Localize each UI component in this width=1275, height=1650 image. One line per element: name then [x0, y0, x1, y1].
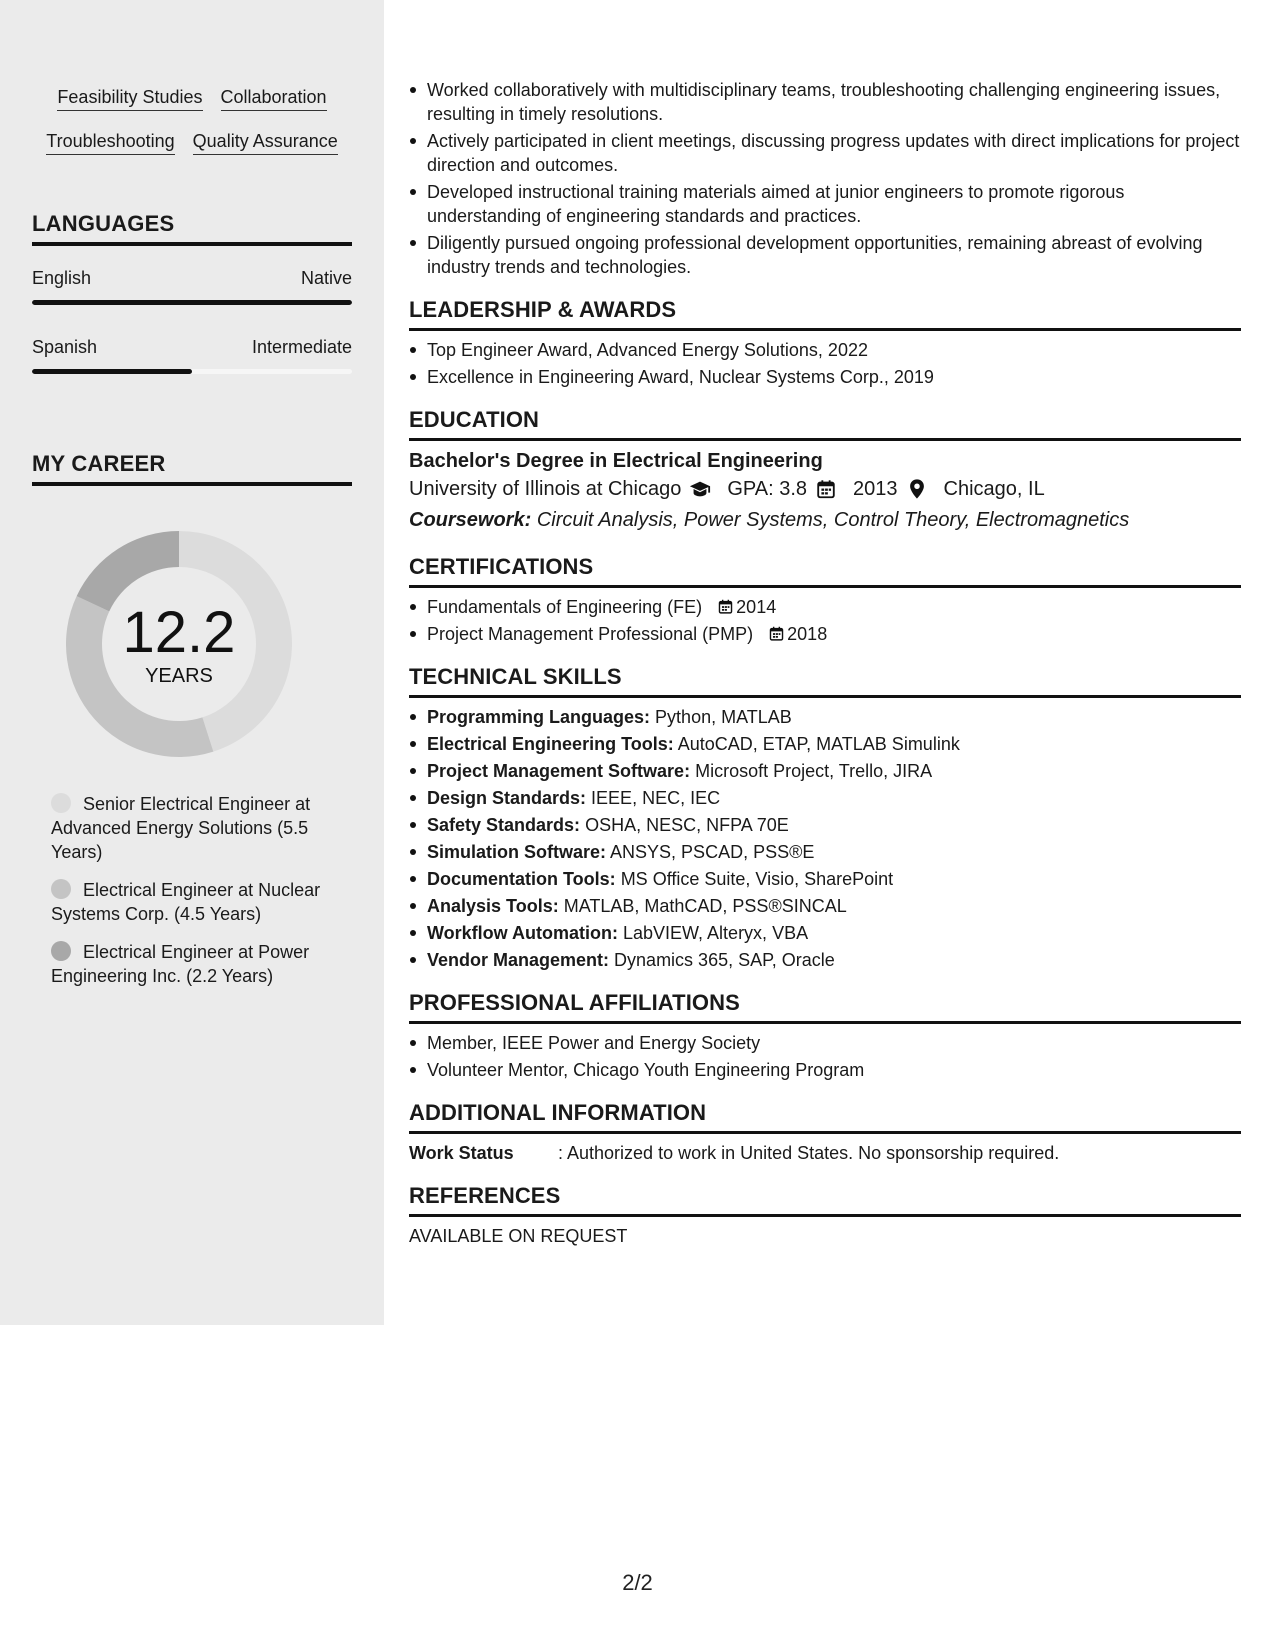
skill-tags — [32, 86, 352, 174]
work-status-label: Work Status — [409, 1143, 514, 1163]
skill-value: Python, MATLAB — [655, 707, 792, 727]
skill-label: Design Standards: — [427, 788, 587, 808]
career-legend-item — [51, 940, 331, 988]
skill-label: Simulation Software: — [427, 842, 607, 862]
experience-bullet: Diligently pursued ongoing professional development opportunities, remaining abreast of evolving industry trends and technologies. — [409, 231, 1241, 279]
certifications-list — [409, 595, 1241, 646]
career-legend-text: Senior Electrical Engineer at Advanced Energy Solutions (5.5 Years) — [51, 794, 311, 862]
certification-year: 2014 — [736, 597, 777, 617]
skill-tag: Collaboration — [221, 86, 327, 111]
certification-item — [409, 622, 1241, 646]
technical-skills-list — [409, 705, 1241, 972]
language-level-fill — [32, 369, 192, 374]
affiliations-list — [409, 1031, 1241, 1082]
coursework-list: Circuit Analysis, Power Systems, Control Theory, Electromagnetics — [536, 509, 1130, 531]
additional-info-heading: ADDITIONAL INFORMATION — [409, 1100, 1241, 1134]
sidebar — [0, 0, 384, 1325]
coursework-label: Coursework: — [409, 509, 532, 531]
language-level-bar — [32, 300, 352, 305]
skill-item — [409, 894, 1241, 918]
experience-bullets — [409, 78, 1241, 279]
language-row — [32, 337, 352, 358]
language-level: Native — [300, 268, 352, 288]
calendar-icon — [717, 598, 734, 615]
skill-item — [409, 921, 1241, 945]
language-level-fill — [32, 300, 352, 305]
skill-item — [409, 705, 1241, 729]
affiliation-item: Member, IEEE Power and Energy Society — [409, 1031, 1241, 1055]
skill-item — [409, 840, 1241, 864]
career-legend-text: Electrical Engineer at Nuclear Systems Corp. (4.5 Years) — [51, 880, 321, 924]
main-content — [409, 78, 1241, 1248]
work-status-row — [409, 1141, 1241, 1165]
skill-value: IEEE, NEC, IEC — [591, 788, 721, 808]
certifications-heading: CERTIFICATIONS — [409, 554, 1241, 588]
language-name: English — [32, 268, 92, 288]
skill-label: Project Management Software: — [427, 761, 691, 781]
calendar-icon — [815, 478, 837, 500]
legend-dot — [51, 879, 71, 899]
experience-bullet: Worked collaboratively with multidisciplinary teams, troubleshooting challenging engineering issues, resulting in timely resolutions. — [409, 78, 1241, 126]
certification-name: Project Management Professional (PMP) — [427, 624, 754, 644]
education-heading: EDUCATION — [409, 407, 1241, 441]
career-legend — [51, 792, 331, 1002]
school-location: Chicago, IL — [943, 478, 1045, 500]
skill-tag: Quality Assurance — [193, 130, 338, 155]
career-legend-item — [51, 878, 331, 926]
career-legend-item — [51, 792, 331, 864]
certification-year: 2018 — [787, 624, 828, 644]
skill-value: LabVIEW, Alteryx, VBA — [623, 923, 809, 943]
award-item: Top Engineer Award, Advanced Energy Solutions, 2022 — [409, 338, 1241, 362]
references-text: AVAILABLE ON REQUEST — [409, 1226, 628, 1246]
donut-center — [66, 531, 292, 757]
skill-label: Documentation Tools: — [427, 869, 616, 889]
award-item: Excellence in Engineering Award, Nuclear Systems Corp., 2019 — [409, 365, 1241, 389]
technical-skills-heading: TECHNICAL SKILLS — [409, 664, 1241, 698]
language-row — [32, 268, 352, 289]
skill-value: ANSYS, PSCAD, PSS®E — [610, 842, 815, 862]
skill-label: Analysis Tools: — [427, 896, 559, 916]
gpa: GPA: 3.8 — [727, 478, 808, 500]
certification-name: Fundamentals of Engineering (FE) — [427, 597, 703, 617]
skill-item — [409, 759, 1241, 783]
career-total-years: 12.2 — [122, 600, 236, 665]
skill-label: Programming Languages: — [427, 707, 651, 727]
skill-tag: Troubleshooting — [46, 130, 174, 155]
degree-title: Bachelor's Degree in Electrical Engineering — [409, 450, 823, 472]
skill-label: Electrical Engineering Tools: — [427, 734, 674, 754]
skill-tag: Feasibility Studies — [57, 86, 202, 111]
page-number: 2/2 — [622, 1570, 653, 1595]
legend-dot — [51, 941, 71, 961]
skill-value: MATLAB, MathCAD, PSS®SINCAL — [563, 896, 847, 916]
language-level-bar — [32, 369, 352, 374]
tag-row — [32, 130, 352, 155]
education-details — [409, 474, 1241, 504]
career-legend-text: Electrical Engineer at Power Engineering Inc. (2.2 Years) — [51, 942, 310, 986]
skill-value: MS Office Suite, Visio, SharePoint — [620, 869, 894, 889]
graduation-year: 2013 — [853, 478, 898, 500]
language-name: Spanish — [32, 337, 98, 357]
experience-bullet: Actively participated in client meetings, discussing progress updates with direct implications for project direction and outcomes. — [409, 129, 1241, 177]
references-heading: REFERENCES — [409, 1183, 1241, 1217]
coursework — [409, 504, 1241, 536]
legend-dot — [51, 793, 71, 813]
tag-row — [32, 86, 352, 111]
languages-heading: LANGUAGES — [32, 211, 352, 246]
location-pin-icon — [906, 478, 928, 500]
skill-item — [409, 732, 1241, 756]
skill-label: Safety Standards: — [427, 815, 581, 835]
graduation-cap-icon — [689, 478, 711, 500]
affiliation-item: Volunteer Mentor, Chicago Youth Engineering Program — [409, 1058, 1241, 1082]
year-group — [853, 474, 928, 504]
awards-list — [409, 338, 1241, 389]
skill-value: AutoCAD, ETAP, MATLAB Simulink — [677, 734, 960, 754]
skill-value: Microsoft Project, Trello, JIRA — [695, 761, 933, 781]
gpa-group — [727, 474, 837, 504]
skill-value: Dynamics 365, SAP, Oracle — [614, 950, 835, 970]
skill-label: Workflow Automation: — [427, 923, 618, 943]
career-donut-chart — [66, 531, 292, 757]
language-level: Intermediate — [251, 337, 352, 357]
skill-item — [409, 948, 1241, 972]
skill-item — [409, 867, 1241, 891]
career-total-unit: YEARS — [145, 665, 213, 687]
calendar-icon — [768, 625, 785, 642]
work-status-value: : Authorized to work in United States. No sponsorship required. — [558, 1143, 1060, 1163]
awards-heading: LEADERSHIP & AWARDS — [409, 297, 1241, 331]
experience-bullet: Developed instructional training materials aimed at junior engineers to promote rigorous understanding of engineering standards and practices. — [409, 180, 1241, 228]
skill-item — [409, 813, 1241, 837]
school-name: University of Illinois at Chicago — [409, 478, 682, 500]
skill-label: Vendor Management: — [427, 950, 610, 970]
skill-item — [409, 786, 1241, 810]
affiliations-heading: PROFESSIONAL AFFILIATIONS — [409, 990, 1241, 1024]
school-group — [409, 474, 711, 504]
career-heading: MY CAREER — [32, 451, 352, 486]
certification-item — [409, 595, 1241, 619]
skill-value: OSHA, NESC, NFPA 70E — [585, 815, 789, 835]
